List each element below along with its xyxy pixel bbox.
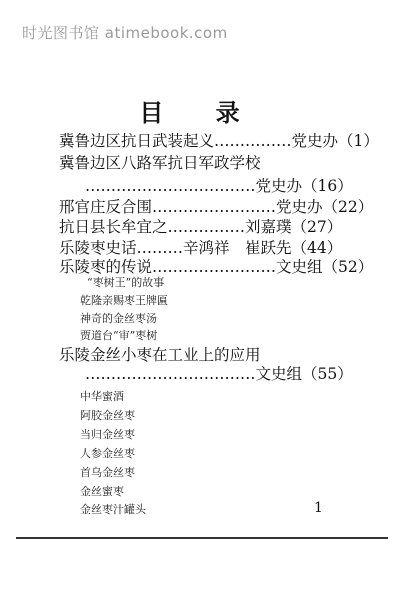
watermark-text: 时光图书馆 atimebook.com [22,24,228,42]
toc-subentry: 乾隆亲赐枣王牌匾 [80,294,168,307]
toc-subentry: 神奇的金丝枣汤 [80,312,157,325]
toc-subentry: 金丝蜜枣 [80,485,124,498]
toc-entry[interactable]: 冀鲁边区抗日武装起义……………党史办（1） [59,132,379,150]
toc-entry[interactable]: 抗日县长牟宜之……………刘嘉璞（27） [59,218,343,236]
page-title: 目 录 [139,99,262,127]
toc-subentry: 贾道台“审”枣树 [80,329,158,342]
toc-subentry: 人参金丝枣 [80,447,135,460]
toc-subentry: 阿胶金丝枣 [80,409,135,422]
toc-subentry: 当归金丝枣 [80,428,135,441]
page-number: 1 [314,500,323,516]
toc-entry-continuation[interactable]: ……………………………文史组（55） [85,365,353,383]
toc-subentry: 首乌金丝枣 [80,466,135,479]
toc-entry[interactable]: 冀鲁边区八路军抗日军政学校 [59,154,261,172]
toc-entry[interactable]: 邢官庄反合围……………………党史办（22） [59,198,374,216]
toc-entry-continuation[interactable]: ……………………………党史办（16） [85,177,353,195]
toc-entry[interactable]: 乐陵枣史话………辛鸿祥 崔跃先（44） [59,239,343,257]
toc-subentry: 金丝枣汁罐头 [80,503,146,516]
bottom-rule [16,537,388,539]
toc-subentry: 中华蜜酒 [80,390,124,403]
toc-subentry: “枣树王”的故事 [87,276,165,289]
toc-entry[interactable]: 乐陵金丝小枣在工业上的应用 [59,346,261,364]
toc-entry[interactable]: 乐陵枣的传说……………………文史组（52） [59,258,374,276]
